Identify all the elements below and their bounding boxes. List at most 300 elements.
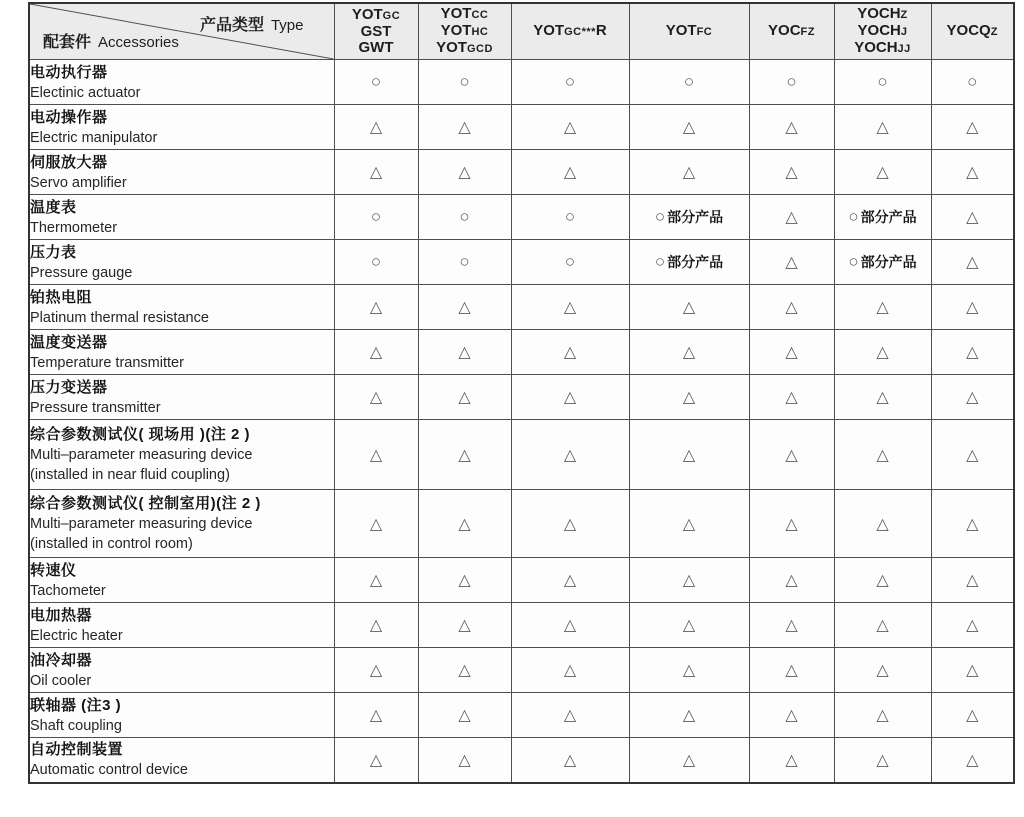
triangle-icon: △ <box>563 119 577 136</box>
accessory-name-en: Electric manipulator <box>30 129 158 146</box>
model-code-segment: CC <box>471 9 489 21</box>
table-row <box>29 195 1014 240</box>
accessory-label-cell <box>29 375 334 420</box>
compatibility-cell <box>749 648 834 693</box>
accessory-name-en: Temperature transmitter <box>30 354 184 371</box>
accessory-label-cell <box>29 105 334 150</box>
table-row <box>29 648 1014 693</box>
compatibility-cell <box>418 375 511 420</box>
compatibility-cell <box>834 105 931 150</box>
circle-icon: ○ <box>564 252 576 271</box>
model-code-line <box>419 23 511 40</box>
table-row <box>29 558 1014 603</box>
table-row <box>29 693 1014 738</box>
model-code-segment: YOC <box>768 22 801 39</box>
compatibility-cell <box>834 558 931 603</box>
triangle-icon: △ <box>682 164 696 181</box>
triangle-icon: △ <box>458 707 471 724</box>
partial-products-label: 部分产品 <box>860 209 917 225</box>
triangle-icon: △ <box>876 299 889 316</box>
compatibility-cell <box>629 490 749 558</box>
model-code-segment: GC <box>382 10 401 22</box>
accessory-name-zh: 伺服放大器 <box>30 153 108 171</box>
accessory-label-cell <box>29 285 334 330</box>
compatibility-cell <box>334 693 418 738</box>
compatibility-cell <box>834 150 931 195</box>
compatibility-cell <box>749 105 834 150</box>
model-code-line <box>835 23 931 40</box>
compatibility-cell <box>334 150 418 195</box>
triangle-icon: △ <box>966 119 979 136</box>
table-row <box>29 738 1014 783</box>
triangle-icon: △ <box>876 617 889 634</box>
compatibility-cell <box>418 603 511 648</box>
triangle-icon: △ <box>682 617 696 634</box>
compatibility-cell <box>334 648 418 693</box>
compatibility-cell <box>511 150 629 195</box>
triangle-icon: △ <box>785 751 798 769</box>
triangle-icon: △ <box>369 446 383 464</box>
compatibility-cell <box>834 648 931 693</box>
table-row <box>29 603 1014 648</box>
compatibility-cell <box>629 738 749 783</box>
model-code-segment: YOT <box>440 5 472 22</box>
triangle-icon: △ <box>966 662 979 679</box>
model-code-segment: R <box>595 22 607 39</box>
triangle-icon: △ <box>785 389 798 406</box>
compatibility-cell <box>834 603 931 648</box>
table-row <box>29 285 1014 330</box>
compatibility-cell <box>834 285 931 330</box>
compatibility-cell <box>511 490 629 558</box>
compatibility-cell <box>749 603 834 648</box>
accessory-name-zh: 压力表 <box>30 243 77 261</box>
accessory-name-en: Automatic control device <box>30 762 188 779</box>
compatibility-cell <box>334 558 418 603</box>
compatibility-cell <box>511 648 629 693</box>
triangle-icon: △ <box>785 119 798 136</box>
triangle-icon: △ <box>682 572 696 589</box>
accessory-name-zh: 电动执行器 <box>30 63 108 81</box>
triangle-icon: △ <box>966 389 979 406</box>
circle-icon: ○ <box>459 207 470 226</box>
compatibility-cell <box>511 240 629 285</box>
triangle-icon: △ <box>458 446 471 464</box>
triangle-icon: △ <box>876 572 889 589</box>
compatibility-cell <box>334 105 418 150</box>
compatibility-cell <box>511 420 629 490</box>
triangle-icon: △ <box>563 572 577 589</box>
compatibility-cell <box>749 240 834 285</box>
triangle-icon: △ <box>876 707 889 724</box>
model-code-segment: GST <box>360 23 392 40</box>
model-code-segment: YOT <box>665 22 697 39</box>
triangle-icon: △ <box>966 572 979 589</box>
compatibility-cell <box>629 195 749 240</box>
triangle-icon: △ <box>369 707 383 724</box>
triangle-icon: △ <box>458 119 471 136</box>
compatibility-cell <box>511 60 629 105</box>
accessory-label-cell <box>29 603 334 648</box>
table-row <box>29 240 1014 285</box>
accessory-label-cell <box>29 420 334 490</box>
triangle-icon: △ <box>682 751 696 769</box>
triangle-icon: △ <box>369 572 383 589</box>
triangle-icon: △ <box>458 572 471 589</box>
compatibility-cell <box>834 420 931 490</box>
circle-icon: ○ <box>654 207 666 226</box>
compatibility-cell <box>511 558 629 603</box>
compatibility-cell <box>334 375 418 420</box>
compatibility-cell <box>931 375 1014 420</box>
model-code-segment: HC <box>471 26 489 38</box>
triangle-icon: △ <box>369 662 383 679</box>
triangle-icon: △ <box>563 707 577 724</box>
compatibility-cell <box>629 375 749 420</box>
accessory-label-cell <box>29 693 334 738</box>
triangle-icon: △ <box>563 344 577 361</box>
column-header <box>418 3 511 60</box>
accessory-name-zh: 联轴器 (注3 ) <box>30 696 122 714</box>
triangle-icon: △ <box>876 515 889 533</box>
table-row <box>29 105 1014 150</box>
compatibility-cell <box>418 195 511 240</box>
corner-cell <box>29 3 334 60</box>
compatibility-cell <box>931 105 1014 150</box>
triangle-icon: △ <box>563 617 577 634</box>
compatibility-cell <box>629 150 749 195</box>
triangle-icon: △ <box>563 389 577 406</box>
compatibility-cell <box>511 105 629 150</box>
model-code-segment: YOCH <box>854 39 898 56</box>
circle-icon: ○ <box>967 72 978 91</box>
triangle-icon: △ <box>876 662 889 679</box>
partial-products-label: 部分产品 <box>860 254 917 270</box>
compatibility-cell <box>629 558 749 603</box>
model-code-line <box>630 23 749 40</box>
circle-icon: ○ <box>370 207 382 226</box>
compatibility-cell <box>334 240 418 285</box>
model-code-segment: Z <box>990 26 998 38</box>
compatibility-cell <box>418 105 511 150</box>
compatibility-cell <box>629 648 749 693</box>
accessory-label-cell <box>29 490 334 558</box>
circle-icon: ○ <box>786 72 797 91</box>
triangle-icon: △ <box>458 515 471 533</box>
column-header <box>629 3 749 60</box>
compatibility-cell <box>418 285 511 330</box>
model-code-line <box>335 7 418 24</box>
accessory-label-cell <box>29 240 334 285</box>
triangle-icon: △ <box>369 617 383 634</box>
model-code-segment: YOCH <box>857 5 901 22</box>
accessory-name-zh: 电加热器 <box>30 606 93 624</box>
accessory-name-zh: 自动控制装置 <box>30 741 124 759</box>
compatibility-cell <box>511 195 629 240</box>
triangle-icon: △ <box>369 164 383 181</box>
triangle-icon: △ <box>458 344 471 361</box>
accessory-label-cell <box>29 60 334 105</box>
triangle-icon: △ <box>966 209 979 226</box>
accessory-name-en: Shaft coupling <box>30 717 122 734</box>
circle-icon: ○ <box>848 207 859 226</box>
compatibility-cell <box>834 738 931 783</box>
triangle-icon: △ <box>458 662 471 679</box>
circle-icon: ○ <box>370 72 382 91</box>
compatibility-cell <box>629 420 749 490</box>
triangle-icon: △ <box>876 164 889 181</box>
triangle-icon: △ <box>458 299 471 316</box>
compatibility-cell <box>511 693 629 738</box>
model-code-segment: YOT <box>440 22 472 39</box>
model-code-line <box>335 24 418 40</box>
triangle-icon: △ <box>458 617 471 634</box>
column-header <box>931 3 1014 60</box>
compatibility-cell <box>629 60 749 105</box>
compatibility-cell <box>931 240 1014 285</box>
triangle-icon: △ <box>966 344 979 361</box>
accessory-label-cell <box>29 558 334 603</box>
model-code-line <box>835 6 931 23</box>
compatibility-cell <box>511 330 629 375</box>
model-code-segment: YOCH <box>857 22 901 39</box>
compatibility-cell <box>334 330 418 375</box>
model-code-segment: YOT <box>351 6 383 23</box>
triangle-icon: △ <box>876 751 889 769</box>
triangle-icon: △ <box>966 707 979 724</box>
triangle-icon: △ <box>785 515 798 533</box>
triangle-icon: △ <box>682 389 696 406</box>
compatibility-cell <box>629 285 749 330</box>
triangle-icon: △ <box>966 515 979 533</box>
accessory-name-en: Servo amplifier <box>30 174 127 191</box>
triangle-icon: △ <box>682 446 696 464</box>
compatibility-cell <box>334 285 418 330</box>
compatibility-cell <box>834 693 931 738</box>
triangle-icon: △ <box>966 617 979 634</box>
model-code-segment: FZ <box>800 26 815 38</box>
accessory-name-zh: 电动操作器 <box>30 108 108 126</box>
triangle-icon: △ <box>876 119 889 136</box>
triangle-icon: △ <box>369 344 383 361</box>
compatibility-cell <box>749 693 834 738</box>
column-header <box>511 3 629 60</box>
accessory-name-en: Pressure gauge <box>30 264 133 281</box>
compatibility-cell <box>931 150 1014 195</box>
compatibility-cell <box>334 195 418 240</box>
accessory-name-zh: 油冷却器 <box>30 651 93 669</box>
compatibility-cell <box>629 330 749 375</box>
table-body <box>29 60 1014 783</box>
model-code-line <box>750 23 834 40</box>
triangle-icon: △ <box>785 572 798 589</box>
compatibility-cell <box>931 738 1014 783</box>
compatibility-cell <box>834 375 931 420</box>
accessory-label-cell <box>29 648 334 693</box>
triangle-icon: △ <box>785 254 798 271</box>
triangle-icon: △ <box>458 389 471 406</box>
triangle-icon: △ <box>785 617 798 634</box>
compatibility-cell <box>749 330 834 375</box>
circle-icon: ○ <box>459 252 470 271</box>
model-code-line <box>512 23 629 40</box>
circle-icon: ○ <box>370 252 382 271</box>
compatibility-cell <box>418 240 511 285</box>
compatibility-cell <box>418 420 511 490</box>
triangle-icon: △ <box>458 164 471 181</box>
column-header <box>834 3 931 60</box>
triangle-icon: △ <box>876 389 889 406</box>
circle-icon: ○ <box>877 72 888 91</box>
model-code-line <box>419 40 511 57</box>
column-header <box>334 3 418 60</box>
compatibility-cell <box>511 375 629 420</box>
compatibility-cell <box>418 648 511 693</box>
compatibility-cell <box>418 693 511 738</box>
compatibility-cell <box>834 195 931 240</box>
model-code-segment: FC <box>696 26 713 38</box>
model-code-segment: YOCQ <box>946 22 991 39</box>
triangle-icon: △ <box>682 707 696 724</box>
triangle-icon: △ <box>682 515 696 533</box>
compatibility-cell <box>931 285 1014 330</box>
accessory-label-cell <box>29 738 334 783</box>
triangle-icon: △ <box>563 446 577 464</box>
triangle-icon: △ <box>785 446 798 464</box>
model-code-segment: YOT <box>533 22 565 39</box>
triangle-icon: △ <box>369 389 383 406</box>
triangle-icon: △ <box>563 662 577 679</box>
compatibility-cell <box>629 603 749 648</box>
accessory-name-en: Electinic actuator <box>30 84 141 101</box>
product-type-label-zh: 产品类型 <box>199 17 264 34</box>
triangle-icon: △ <box>682 299 696 316</box>
compatibility-cell <box>418 558 511 603</box>
triangle-icon: △ <box>563 515 577 533</box>
compatibility-cell <box>834 490 931 558</box>
circle-icon: ○ <box>848 252 859 271</box>
triangle-icon: △ <box>369 751 383 769</box>
compatibility-cell <box>931 693 1014 738</box>
model-code-segment: GWT <box>358 39 394 56</box>
accessory-name-zh: 压力变送器 <box>30 378 108 396</box>
compatibility-cell <box>931 195 1014 240</box>
triangle-icon: △ <box>369 119 383 136</box>
compatibility-cell <box>749 150 834 195</box>
triangle-icon: △ <box>682 662 696 679</box>
triangle-icon: △ <box>563 164 577 181</box>
compatibility-cell <box>629 693 749 738</box>
triangle-icon: △ <box>785 662 798 679</box>
model-code-line <box>835 40 931 57</box>
triangle-icon: △ <box>966 446 979 464</box>
table-row <box>29 330 1014 375</box>
triangle-icon: △ <box>785 707 798 724</box>
table-row <box>29 420 1014 490</box>
compatibility-cell <box>629 240 749 285</box>
triangle-icon: △ <box>785 164 798 181</box>
compatibility-cell <box>931 558 1014 603</box>
partial-products-label: 部分产品 <box>667 209 724 225</box>
compatibility-cell <box>834 60 931 105</box>
compatibility-cell <box>749 60 834 105</box>
accessory-label-cell <box>29 195 334 240</box>
accessory-name-en: (installed in control room) <box>30 536 193 552</box>
triangle-icon: △ <box>876 446 889 464</box>
model-code-segment: YOT <box>436 39 467 56</box>
accessory-name-en: Pressure transmitter <box>30 399 161 416</box>
accessory-name-zh: 综合参数测试仪( 控制室用)(注 2 ) <box>30 495 261 512</box>
accessory-name-en: Oil cooler <box>30 672 92 689</box>
accessory-name-en: (installed in near fluid coupling) <box>30 467 230 483</box>
product-type-label-en: Type <box>270 17 304 34</box>
triangle-icon: △ <box>785 299 798 316</box>
accessory-name-en: Multi–parameter measuring device <box>30 516 253 532</box>
compatibility-cell <box>931 420 1014 490</box>
accessory-name-en: Multi–parameter measuring device <box>30 447 253 463</box>
compatibility-cell <box>749 285 834 330</box>
compatibility-cell <box>418 330 511 375</box>
compatibility-cell <box>418 150 511 195</box>
compatibility-cell <box>334 738 418 783</box>
accessory-name-zh: 温度变送器 <box>30 333 108 351</box>
compatibility-cell <box>334 490 418 558</box>
table-row <box>29 150 1014 195</box>
model-code-line <box>932 23 1014 40</box>
table-row <box>29 60 1014 105</box>
accessories-compatibility-table <box>28 2 1015 784</box>
model-code-segment: GCD <box>466 43 493 55</box>
compatibility-cell <box>749 195 834 240</box>
model-code-segment: Z <box>900 9 908 21</box>
triangle-icon: △ <box>563 299 577 316</box>
compatibility-cell <box>749 375 834 420</box>
model-code-segment: *** <box>581 26 596 38</box>
compatibility-cell <box>931 648 1014 693</box>
accessory-name-en: Electric heater <box>30 627 123 644</box>
column-header <box>749 3 834 60</box>
accessory-name-zh: 铂热电阻 <box>30 288 93 306</box>
triangle-icon: △ <box>785 209 798 226</box>
accessory-name-en: Tachometer <box>30 582 106 599</box>
accessory-name-zh: 温度表 <box>30 198 77 216</box>
compatibility-cell <box>418 60 511 105</box>
accessory-name-en: Platinum thermal resistance <box>30 309 209 326</box>
compatibility-cell <box>334 603 418 648</box>
model-code-segment: J <box>900 26 908 38</box>
compatibility-cell <box>511 738 629 783</box>
triangle-icon: △ <box>966 299 979 316</box>
compatibility-cell <box>749 558 834 603</box>
triangle-icon: △ <box>876 344 889 361</box>
compatibility-cell <box>834 240 931 285</box>
compatibility-cell <box>749 490 834 558</box>
compatibility-cell <box>931 603 1014 648</box>
triangle-icon: △ <box>966 254 979 271</box>
circle-icon: ○ <box>654 252 666 271</box>
compatibility-cell <box>931 330 1014 375</box>
triangle-icon: △ <box>369 515 383 533</box>
circle-icon: ○ <box>683 72 695 91</box>
accessories-header <box>43 29 179 52</box>
accessory-name-zh: 转速仪 <box>30 561 77 579</box>
triangle-icon: △ <box>785 344 798 361</box>
accessories-label-en: Accessories <box>98 34 179 51</box>
triangle-icon: △ <box>458 751 471 769</box>
circle-icon: ○ <box>564 207 576 226</box>
compatibility-cell <box>418 738 511 783</box>
triangle-icon: △ <box>682 119 696 136</box>
